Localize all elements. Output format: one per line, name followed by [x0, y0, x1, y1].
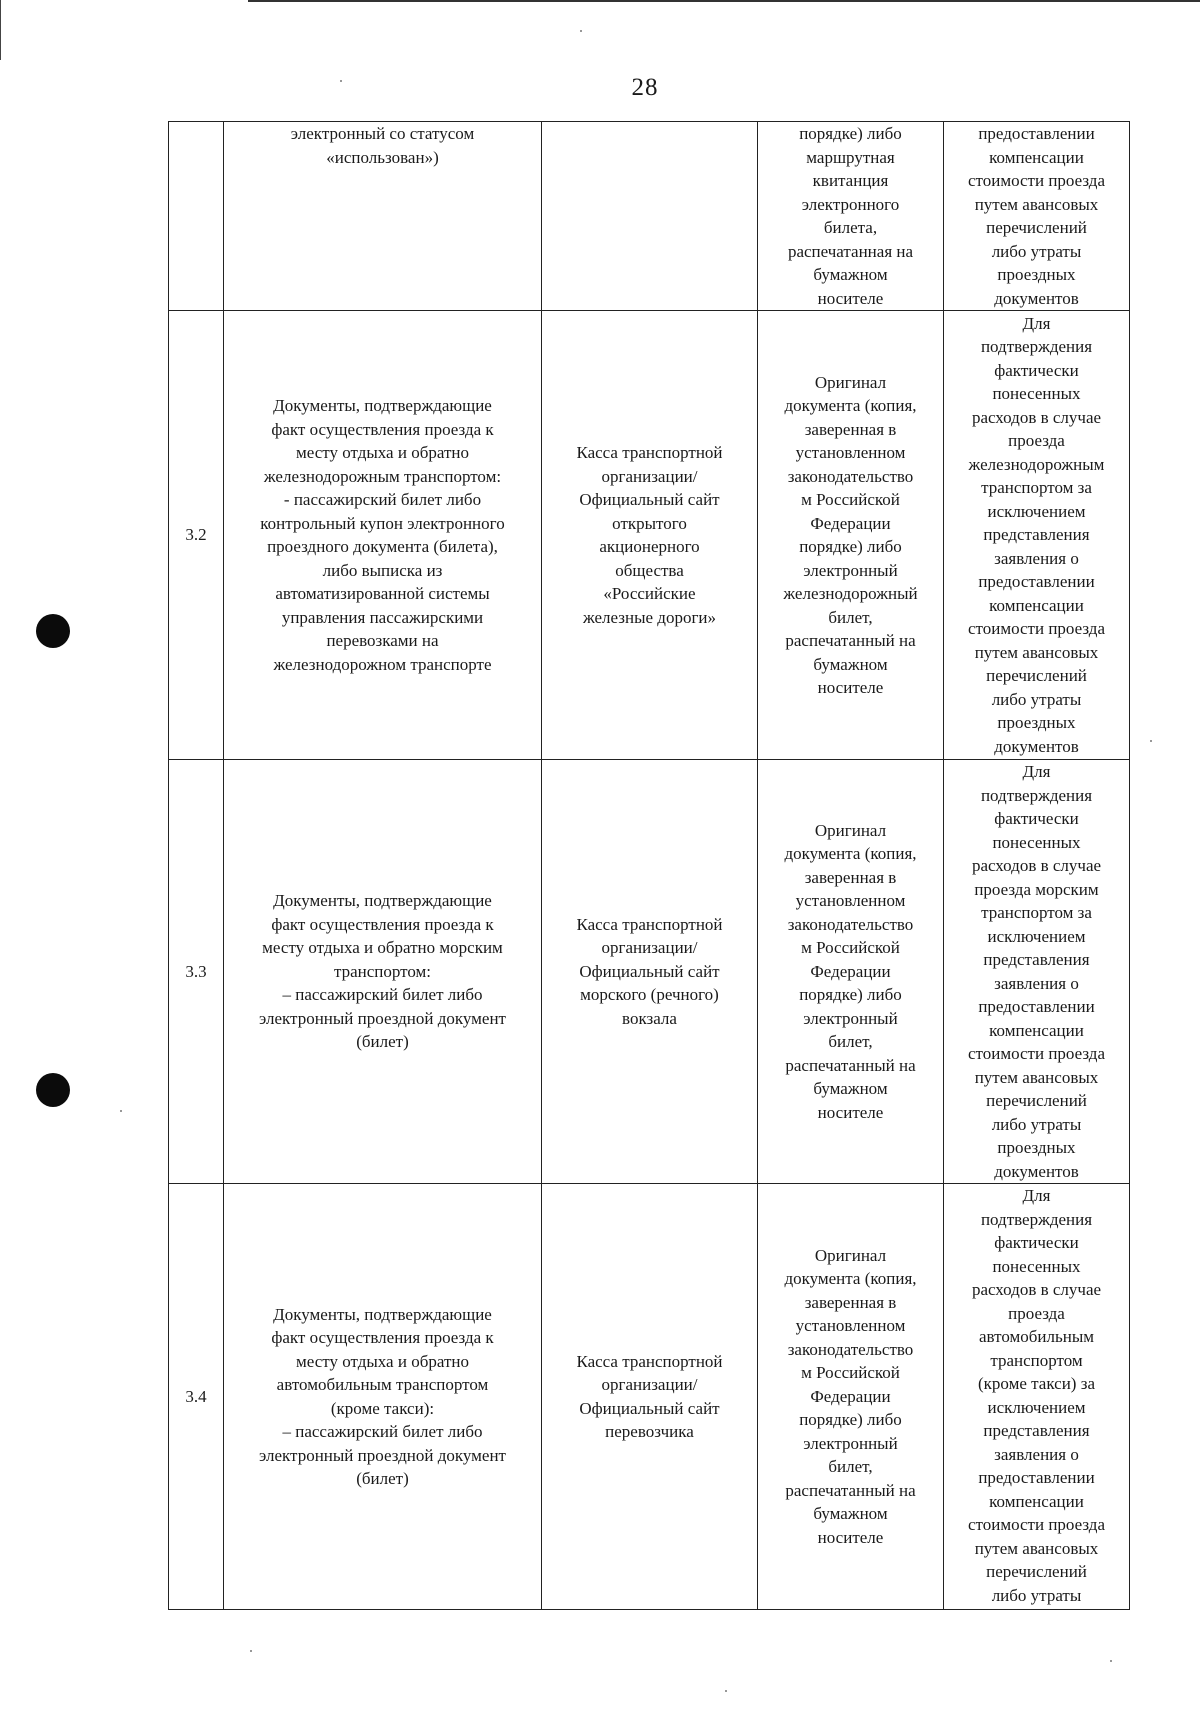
document-purpose-cell	[944, 122, 1130, 311]
scan-speck	[120, 1110, 122, 1112]
row-number-cell	[169, 122, 224, 311]
documents-table	[168, 121, 1130, 1610]
document-format-text: Оригинал документа (копия, заверенная в установленном законодательство м Российской Федерации порядке) либо электронный билет, распечатанный на бумажном носителе	[784, 820, 917, 1122]
document-description-cell	[224, 1184, 542, 1610]
document-source-cell	[542, 122, 758, 311]
document-source-cell	[542, 311, 758, 760]
document-purpose-cell	[944, 311, 1130, 760]
table-row	[169, 122, 1130, 311]
document-purpose-text: предоставлении компенсации стоимости проезда путем авансовых перечислений либо утраты проездных документов	[967, 124, 1105, 308]
document-format-cell	[758, 760, 944, 1184]
document-format-text: Оригинал документа (копия, заверенная в установленном законодательство м Российской Федерации порядке) либо электронный билет, распечатанный на бумажном носителе	[784, 1245, 917, 1547]
document-description-text: электронный со статусом «использован»)	[290, 124, 475, 167]
scan-speck	[1110, 1660, 1112, 1662]
scan-speck	[580, 30, 582, 32]
document-description-cell	[224, 122, 542, 311]
document-format-cell	[758, 311, 944, 760]
row-number-cell: 3.3	[169, 760, 224, 1184]
scan-speck	[1150, 740, 1152, 742]
table-row	[169, 760, 1130, 1184]
document-source-cell	[542, 760, 758, 1184]
row-number-cell: 3.4	[169, 1184, 224, 1610]
punch-hole-mark	[36, 614, 70, 648]
scan-speck	[250, 1650, 252, 1652]
document-description-text: Документы, подтверждающие факт осуществления проезда к месту отдыха и обратно автомобильным транспортом (кроме такси): – пассажирский билет либо электронный проездной документ (билет)	[259, 1304, 506, 1488]
document-description-text: Документы, подтверждающие факт осуществления проезда к месту отдыха и обратно морским транспортом: – пассажирский билет либо электронный проездной документ (билет)	[259, 891, 506, 1052]
scan-speck	[340, 80, 342, 82]
document-format-text: порядке) либо маршрутная квитанция электронного билета, распечатанная на бумажном носителе	[787, 124, 914, 308]
table-row	[169, 1184, 1130, 1610]
document-format-text: Оригинал документа (копия, заверенная в установленном законодательство м Российской Федерации порядке) либо электронный железнодорожный билет, распечатанный на бумажном носителе	[783, 372, 918, 697]
document-source-cell	[542, 1184, 758, 1610]
document-source-text: Касса транспортной организации/ Официальный сайт открытого акционерного общества «Российские железные дороги»	[576, 443, 723, 627]
document-format-cell	[758, 122, 944, 311]
page-top-border-line	[248, 0, 1200, 2]
punch-hole-mark	[36, 1073, 70, 1107]
table-row	[169, 311, 1130, 760]
document-purpose-text: Для подтверждения фактически понесенных расходов в случае проезда автомобильным транспортом (кроме такси) за исключением представления заявления о предоставлении компенсации стоимости проезда путем авансовых перечислений либо утраты	[967, 1186, 1105, 1605]
row-number-cell: 3.2	[169, 311, 224, 760]
page-number: 28	[631, 74, 659, 101]
document-description-cell	[224, 311, 542, 760]
document-purpose-cell	[944, 760, 1130, 1184]
page-left-edge-line	[0, 0, 1, 60]
document-description-cell	[224, 760, 542, 1184]
document-source-text: Касса транспортной организации/ Официальный сайт перевозчика	[576, 1351, 723, 1441]
document-description-text: Документы, подтверждающие факт осуществления проезда к месту отдыха и обратно железнодорожным транспортом: - пассажирский билет либо контрольный купон электронного проездного документа (билета), либо выписка из автоматизированной системы управления пассажирскими перевозками на железнодорожном транспорте	[260, 396, 505, 674]
document-purpose-cell	[944, 1184, 1130, 1610]
document-purpose-text: Для подтверждения фактически понесенных расходов в случае проезда железнодорожным транспортом за исключением представления заявления о предоставлении компенсации стоимости проезда путем авансовых перечислений либо утраты проездных документов	[967, 313, 1105, 756]
document-purpose-text: Для подтверждения фактически понесенных расходов в случае проезда морским транспортом за исключением представления заявления о предоставлении компенсации стоимости проезда путем авансовых перечислений либо утраты проездных документов	[967, 762, 1105, 1181]
document-format-cell	[758, 1184, 944, 1610]
scan-speck	[725, 1690, 727, 1692]
document-source-text: Касса транспортной организации/ Официальный сайт морского (речного) вокзала	[576, 914, 723, 1028]
